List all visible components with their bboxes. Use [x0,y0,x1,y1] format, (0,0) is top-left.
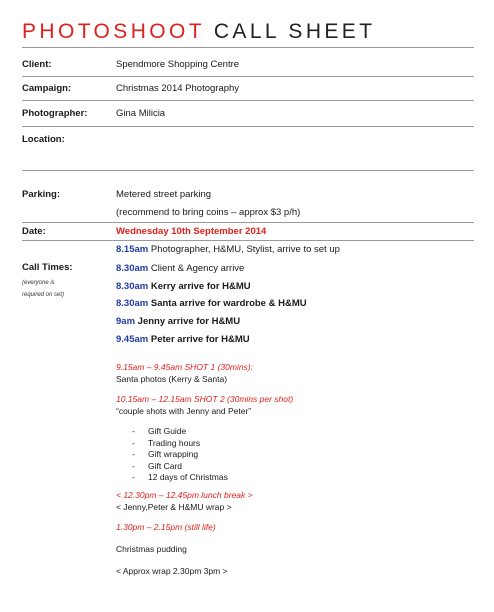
lunch-heading: < 12.30pm – 12.45pm lunch break > [116,490,253,500]
parking-label: Parking: [22,189,61,200]
shot1-desc: Santa photos (Kerry & Santa) [116,374,228,384]
list-item: - Gift Guide [132,426,187,436]
divider [22,170,474,171]
parking-note: (recommend to bring coins – approx $3 p/h) [116,207,301,218]
divider [22,126,474,127]
shot2-desc: “couple shots with Jenny and Peter” [116,406,252,416]
divider [22,100,474,101]
client-value: Spendmore Shopping Centre [116,59,240,70]
schedule-item: 8.30am Client & Agency arrive [116,263,245,274]
list-item: - Gift Card [132,460,183,471]
page-title [22,20,375,44]
parking-value: Metered street parking [116,189,212,200]
still-heading: 1.30pm – 2.15pm (still life) [116,522,216,532]
divider [22,222,474,223]
campaign-value: Christmas 2014 Photography [116,83,240,94]
divider [22,47,474,48]
client-label: Client: [22,59,52,70]
call-times-label: Call Times: [22,262,73,273]
schedule-item: 9am Jenny arrive for H&MU [116,316,241,327]
photographer-label: Photographer: [22,108,88,119]
shot1-heading: 9.15am – 9.45am SHOT 1 (30mins): [116,362,254,372]
date-value: Wednesday 10th September 2014 [116,226,267,237]
location-label: Location: [22,134,65,145]
shot2-heading: 10.15am – 12.15am SHOT 2 (30mins per shot) [116,394,294,404]
date-label: Date: [22,226,46,237]
divider [22,76,474,77]
campaign-label: Campaign: [22,83,72,94]
list-item: - 12 days of Christmas [132,472,228,482]
wrap-note: < Approx wrap 2.30pm 3pm > [116,566,228,576]
title-photoshoot: PHOTOSHOOT [22,20,205,43]
lunch-desc: < Jenny,Peter & H&MU wrap > [116,502,232,512]
still-desc: Christmas pudding [116,544,187,554]
shot2-list [132,426,228,484]
schedule-item: 8.30am Santa arrive for wardrobe & H&MU [116,298,307,309]
list-item: - Trading hours [132,437,201,448]
schedule-item: 8.15am Photographer, H&MU, Stylist, arrive to set up [116,244,340,255]
list-item: - Gift wrapping [132,449,199,459]
schedule-item: 8.30am Kerry arrive for H&MU [116,281,251,292]
photographer-value: Gina Milicia [116,108,166,119]
divider [22,240,474,241]
title-call-sheet: CALL SHEET [213,20,376,43]
schedule-item: 9.45am Peter arrive for H&MU [116,334,250,345]
call-times-note: required on set) [22,292,65,298]
call-times-note: (everyone is [22,280,55,286]
